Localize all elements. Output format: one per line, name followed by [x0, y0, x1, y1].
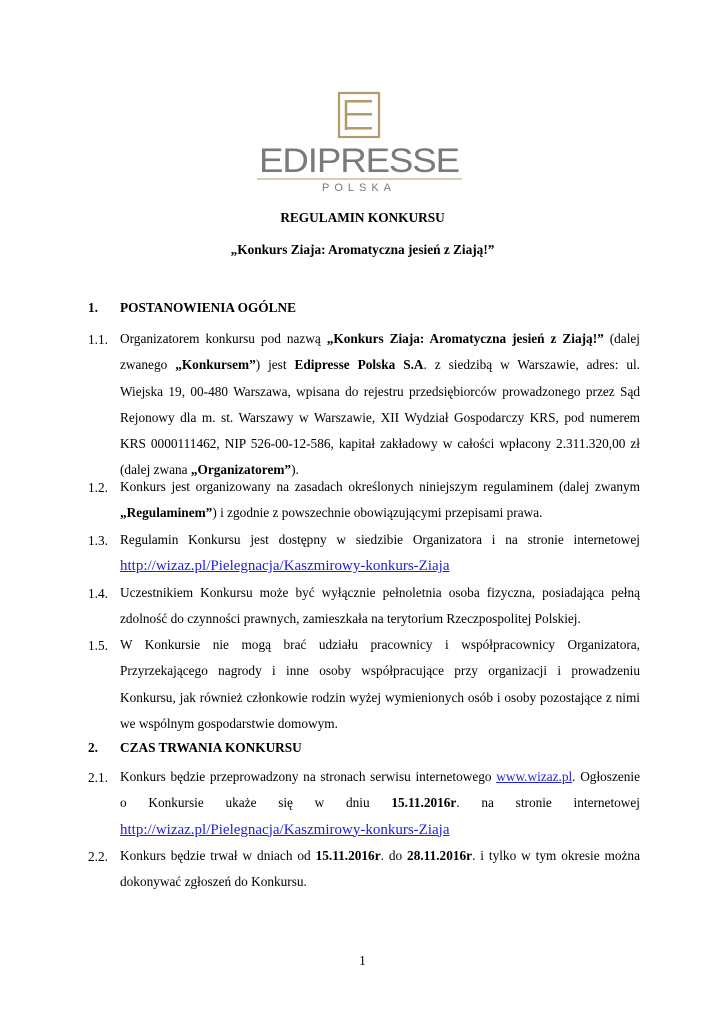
section-1-number: 1. — [88, 300, 98, 315]
paragraph-1-2: Konkurs jest organizowany na zasadach określonych niniejszym regulaminem (dalej zwanym „Regulaminem”) i zgodnie z powszechnie obowiązującymi przepisami prawa. — [120, 479, 640, 521]
paragraph-1-2-number: 1.2. — [88, 480, 108, 495]
paragraph-1-5-number: 1.5. — [88, 638, 108, 653]
paragraph-2-2-number: 2.2. — [88, 849, 108, 864]
document-title: REGULAMIN KONKURSU — [280, 210, 445, 225]
paragraph-1-1: Organizatorem konkursu pod nazwą „Konkurs Ziaja: Aromatyczna jesień z Ziają!” (dalej zwanego „Konkursem”) jest Edipresse Polska S.A. z siedzibą w Warszawie, adres: ul. Wiejska 19, 00-480 Warszawa, wpisana do rejestru przedsiębiorców prowadzonego przez Sąd Rejonowy dla m. st. Warszawy w Warszawie, XII Wydział Gospodarczy KRS, pod numerem KRS 0000111462, NIP 526-00-12-586, kapitał zakładowy w całości wpłacony 2.311.320,00 zł (dalej zwana „Organizatorem”). — [120, 331, 641, 478]
paragraph-1-4: Uczestnikiem Konkursu może być wyłącznie pełnoletnia osoba fizyczna, posiadająca pełną zdolność do czynności prawnych, zamieszkała na terytorium Rzeczpospolitej Polskiej. — [120, 585, 640, 627]
paragraph-2-1-number: 2.1. — [88, 770, 108, 785]
page-number: 1 — [359, 953, 366, 968]
contest-link[interactable]: http://wizaz.pl/Pielegnacja/Kaszmirowy-konkurs-Ziaja — [120, 821, 450, 838]
section-2-number: 2. — [88, 740, 98, 755]
paragraph-1-3-number: 1.3. — [88, 533, 108, 548]
edipresse-logo — [257, 90, 462, 195]
contest-name: „Konkurs Ziaja: Aromatyczna jesień z Ziają!” — [230, 242, 495, 257]
section-2-title: CZAS TRWANIA KONKURSU — [120, 740, 302, 755]
paragraph-1-4-number: 1.4. — [88, 586, 108, 601]
logo-subtitle: POLSKA — [321, 182, 397, 194]
rules-link[interactable]: http://wizaz.pl/Pielegnacja/Kaszmirowy-konkurs-Ziaja — [120, 558, 450, 575]
section-1-title: POSTANOWIENIA OGÓLNE — [120, 300, 296, 315]
paragraph-2-1: Konkurs będzie przeprowadzony na stronach serwisu internetowego www.wizaz.pl. Ogłoszenie o Konkursie ukaże się w dniu 15.11.2016r. na stronie internetowej http://wizaz.pl/Pielegnacja/Kaszmirowy-konkurs-Ziaja — [120, 769, 641, 838]
paragraph-1-5: W Konkursie nie mogą brać udziału pracownicy i współpracownicy Organizatora, Przyrzekającego nagrody i inne osoby współpracujące przy organizacji i prowadzeniu Konkursu, jak również członkowie rodzin wyżej wymienionych osób i osoby pozostające z nimi we wspólnym gospodarstwie domowym. — [120, 637, 640, 731]
paragraph-2-2: Konkurs będzie trwał w dniach od 15.11.2016r. do 28.11.2016r. i tylko w tym okresie można dokonywać zgłoszeń do Konkursu. — [120, 848, 640, 890]
paragraph-1-1-number: 1.1. — [88, 332, 108, 347]
paragraph-1-3: Regulamin Konkursu jest dostępny w siedzibie Organizatora i na stronie internetowej http://wizaz.pl/Pielegnacja/Kaszmirowy-konkurs-Ziaja — [120, 532, 640, 575]
logo-wordmark: EDIPRESSE — [259, 142, 460, 180]
wizaz-link[interactable]: www.wizaz.pl — [496, 769, 573, 784]
